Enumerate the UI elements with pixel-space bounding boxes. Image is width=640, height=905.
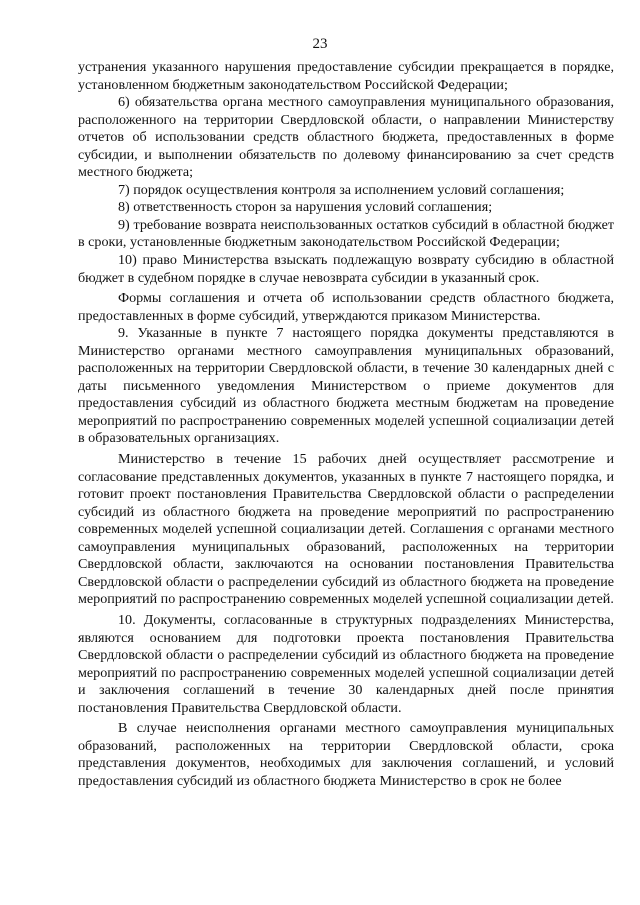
paragraph-clause-9: 9. Указанные в пункте 7 настоящего порядка документы представляются в Министерство органами местного самоуправления муниципальных образований, расположенных на территории Свердловской области, в течение 30 календарных дней с даты письменного уведомления Министерством о приеме документов для предоставления субсидий из областного бюджета местным бюджетам на проведение мероприятий по распространению современных моделей успешной социализации детей в образовательных организациях.: [78, 325, 614, 447]
paragraph-forms: Формы соглашения и отчета об использовании средств областного бюджета, предоставленных в форме субсидий, утверждаются приказом Министерства.: [78, 290, 614, 324]
document-body: [78, 59, 614, 790]
paragraph-ministry-review: Министерство в течение 15 рабочих дней осуществляет рассмотрение и согласование представленных документов, указанных в пункте 7 настоящего порядка, и готовит проект постановления Правительства Свердловской области о распределении субсидий из областного бюджета на проведение мероприятий по распространению современных моделей успешной социализации детей. Соглашения с органами местного самоуправления муниципальных образований, расположенных на территории Свердловской области, заключаются на основании постановления Правительства Свердловской области о распределении субсидий из областного бюджета на проведение мероприятий по распространению современных моделей успешной социализации детей.: [78, 451, 614, 608]
paragraph-item-7: 7) порядок осуществления контроля за исполнением условий соглашения;: [118, 181, 565, 198]
paragraph-item-10: 10) право Министерства взыскать подлежащую возврату субсидию в областной бюджет в судебном порядке в случае невозврата субсидии в указанный срок.: [78, 252, 614, 286]
paragraph-item-8: 8) ответственность сторон за нарушения условий соглашения;: [118, 199, 493, 216]
paragraph-non-fulfillment: В случае неисполнения органами местного самоуправления муниципальных образований, расположенных на территории Свердловской области, срока представления документов, необходимых для заключения соглашений, и условий предоставления субсидий из областного бюджета Министерство в срок не более: [78, 720, 614, 789]
paragraph-clause-10: 10. Документы, согласованные в структурных подразделениях Министерства, являются основанием для подготовки проекта постановления Правительства Свердловской области о распределении субсидий из областного бюджета на проведение мероприятий по распространению современных моделей успешной социализации детей и заключения соглашений в течение 30 календарных дней после принятия постановления Правительства Свердловской области.: [78, 611, 614, 716]
paragraph-item-9: 9) требование возврата неиспользованных остатков субсидий в областной бюджет в сроки, установленные бюджетным законодательством Российской Федерации;: [78, 216, 614, 251]
page-number: 23: [312, 36, 328, 52]
paragraph-item-6: 6) обязательства органа местного самоуправления муниципального образования, расположенного на территории Свердловской области, о направлении Министерству отчетов об использовании средств областного бюджета, предоставленных в форме субсидии, и выполнении обязательств по долевому финансированию за счет средств местного бюджета;: [78, 94, 614, 181]
paragraph-continuation: устранения указанного нарушения предоставление субсидии прекращается в порядке, установленном бюджетным законодательством Российской Федерации;: [78, 59, 614, 93]
